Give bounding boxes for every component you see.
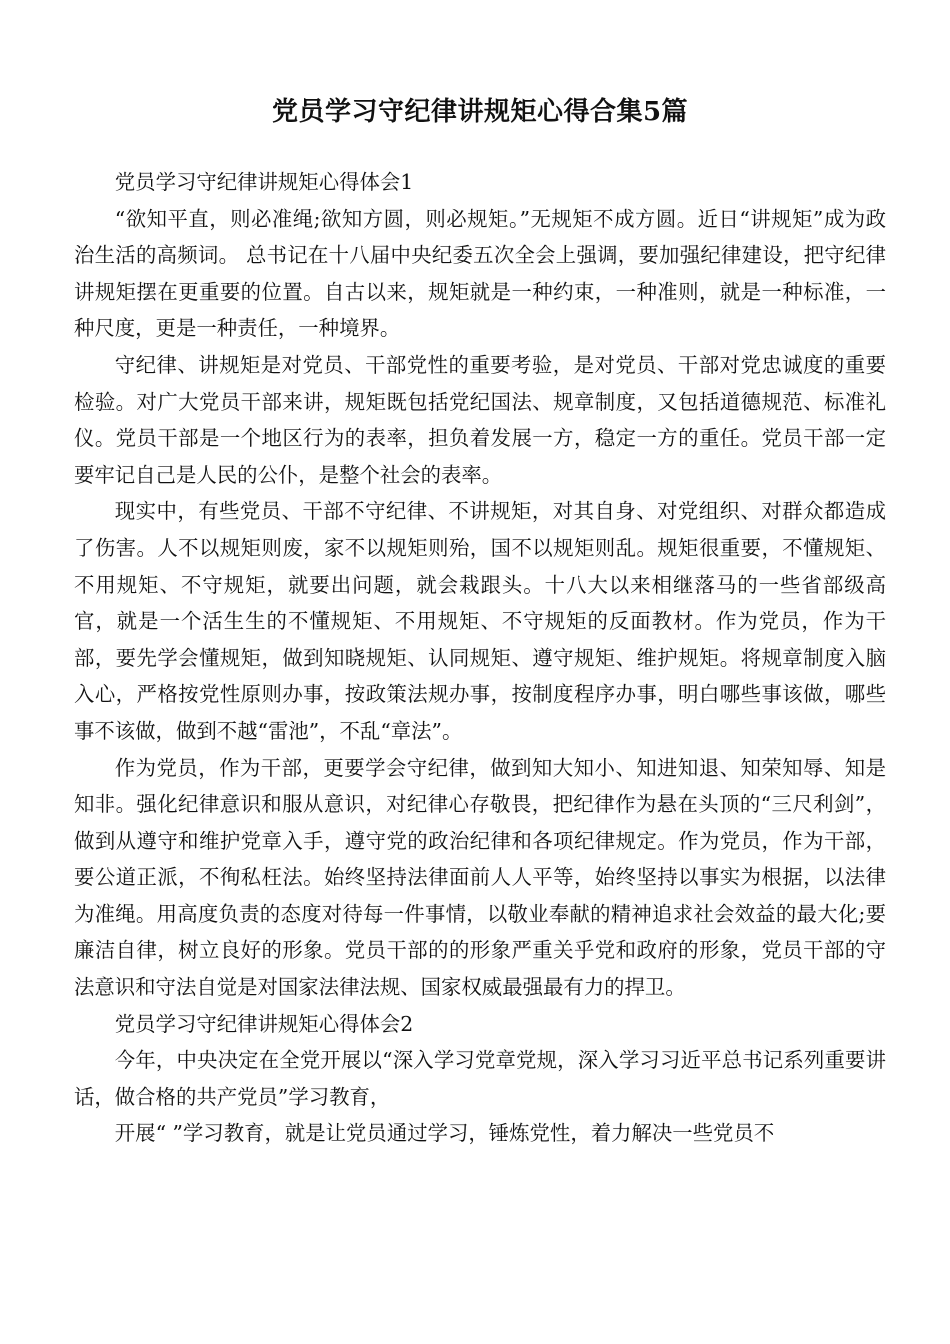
paragraph: “欲知平直，则必准绳;欲知方圆，则必规矩。”无规矩不成方圆。近日“讲规矩”成为政治生活的高频词。 总书记在十八届中央纪委五次全会上强调，要加强纪律建设，把守纪律讲规矩摆在更重要的位置。自古以来，规矩就是一种约束，一种准则，就是一种标准，一种尺度，更是一种责任，一种境界。 [74, 206, 886, 341]
document-title: 党员学习守纪律讲规矩心得合集5篇 [271, 97, 689, 127]
paragraph: 开展“ ”学习教育，就是让党员通过学习，锤炼党性，着力解决一些党员不 [114, 1121, 775, 1146]
paragraph: 作为党员，作为干部，更要学会守纪律，做到知大知小、知进知退、知荣知辱、知是知非。强化纪律意识和服从意识，对纪律心存敬畏，把纪律作为悬在头顶的“三尺利剑”，做到从遵守和维护党章入手，遵守党的政治纪律和各项纪律规定。作为党员，作为干部，要公道正派，不徇私枉法。始终坚持法律面前人人平等，始终坚持以事实为根据，以法律为准绳。用高度负责的态度对待每一件事情，以敬业奉献的精神追求社会效益的最大化;要廉洁自律，树立良好的形象。党员干部的的形象严重关乎党和政府的形象，党员干部的守法意识和守法自觉是对国家法律法规、国家权威最强最有力的捍卫。 [74, 755, 886, 1000]
section-heading-1: 党员学习守纪律讲规矩心得体会1 [114, 170, 414, 194]
paragraph: 今年，中央决定在全党开展以“深入学习党章党规，深入学习习近平总书记系列重要讲话，做合格的共产党员”学习教育， [74, 1048, 886, 1109]
paragraph: 守纪律、讲规矩是对党员、干部党性的重要考验，是对党员、干部对党忠诚度的重要检验。对广大党员干部来讲，规矩既包括党纪国法、规章制度，又包括道德规范、标准礼仪。党员干部是一个地区行为的表率，担负着发展一方，稳定一方的重任。党员干部一定要牢记自己是人民的公仆，是整个社会的表率。 [74, 352, 886, 487]
document-page [74, 92, 886, 1152]
paragraph: 现实中，有些党员、干部不守纪律、不讲规矩，对其自身、对党组织、对群众都造成了伤害。人不以规矩则废，家不以规矩则殆，国不以规矩则乱。规矩很重要，不懂规矩、不用规矩、不守规矩，就要出问题，就会栽跟头。十八大以来相继落马的一些省部级高官，就是一个活生生的不懂规矩、不用规矩、不守规矩的反面教材。作为党员，作为干部，要先学会懂规矩，做到知晓规矩、认同规矩、遵守规矩、维护规矩。将规章制度入脑入心，严格按党性原则办事，按政策法规办事，按制度程序办事，明白哪些事该做，哪些事不该做，做到不越“雷池”，不乱“章法”。 [74, 499, 886, 743]
section-heading-2: 党员学习守纪律讲规矩心得体会2 [114, 1011, 414, 1036]
